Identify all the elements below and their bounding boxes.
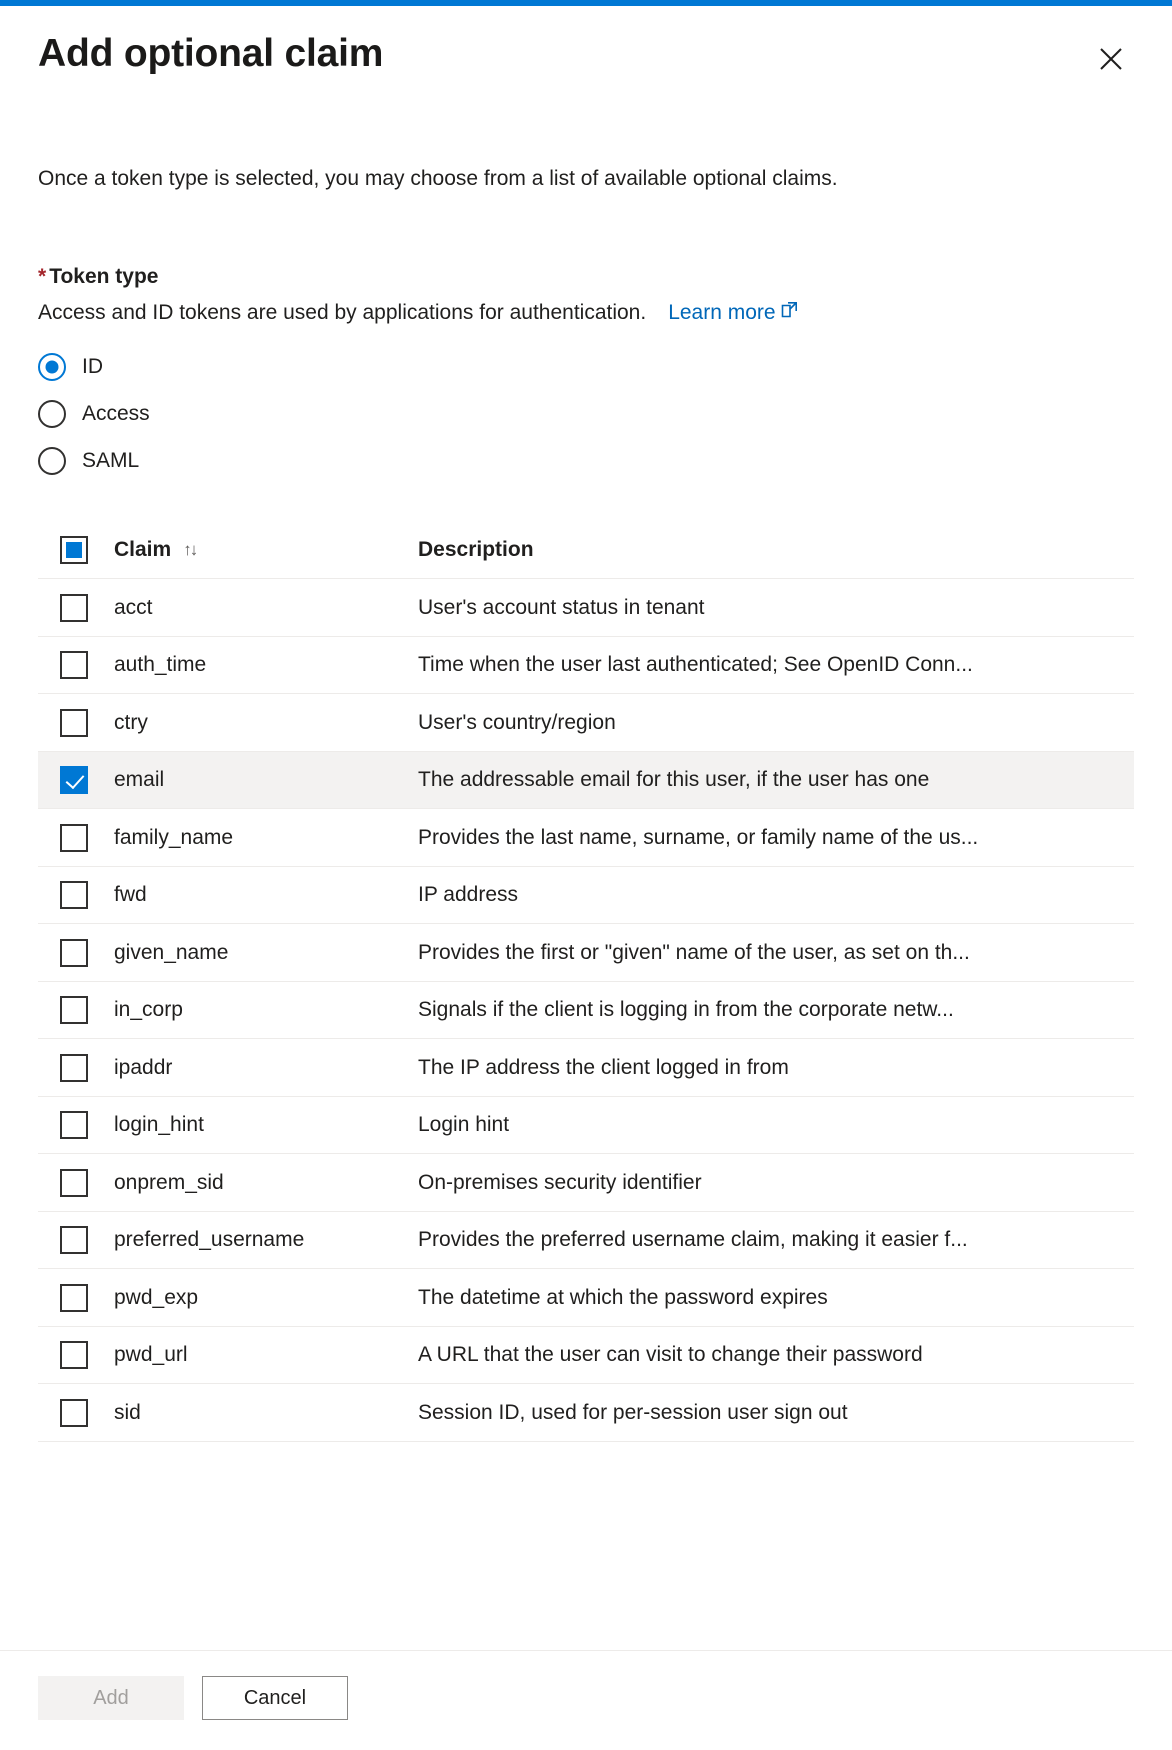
table-cell-claim: [38, 1111, 418, 1139]
claim-name: fwd: [114, 883, 147, 907]
table-cell-description: [418, 596, 1134, 620]
token-type-label: [38, 265, 1134, 289]
row-checkbox[interactable]: [60, 1111, 88, 1139]
claim-name: auth_time: [114, 653, 207, 677]
claim-description: Provides the first or "given" name of the user, as set on th...: [418, 940, 970, 964]
token-type-description: [38, 300, 1134, 325]
close-button[interactable]: [1088, 36, 1134, 82]
claim-name: email: [114, 768, 165, 792]
claim-description: The addressable email for this user, if the user has one: [418, 768, 930, 792]
close-icon: [1096, 44, 1126, 74]
table-cell-description: [418, 1401, 1134, 1425]
row-checkbox[interactable]: [60, 709, 88, 737]
table-row[interactable]: [38, 1039, 1134, 1097]
claim-name: acct: [114, 595, 153, 619]
table-cell-description: [418, 941, 1134, 965]
radio-mark-saml: [38, 447, 66, 475]
token-type-radio-group[interactable]: [38, 343, 1134, 484]
table-header-claim: [38, 536, 418, 564]
learn-more-link[interactable]: [668, 300, 798, 325]
table-row[interactable]: [38, 694, 1134, 752]
row-checkbox[interactable]: [60, 766, 88, 794]
radio-mark-id: [38, 353, 66, 381]
claim-description: Provides the preferred username claim, making it easier f...: [418, 1228, 968, 1252]
row-checkbox[interactable]: [60, 824, 88, 852]
table-row[interactable]: [38, 1327, 1134, 1385]
claim-name: family_name: [114, 825, 234, 849]
token-type-label-text: Token type: [49, 265, 159, 289]
claim-description: User's country/region: [418, 710, 616, 734]
row-checkbox[interactable]: [60, 1399, 88, 1427]
row-checkbox[interactable]: [60, 939, 88, 967]
table-cell-claim: [38, 1226, 418, 1254]
claim-name: pwd_exp: [114, 1285, 199, 1309]
table-row[interactable]: [38, 867, 1134, 925]
table-cell-claim: [38, 1284, 418, 1312]
dialog-body: [0, 82, 1172, 1650]
table-cell-description: [418, 883, 1134, 907]
table-row[interactable]: [38, 637, 1134, 695]
select-all-checkbox[interactable]: [60, 536, 88, 564]
table-row[interactable]: [38, 982, 1134, 1040]
claim-description: Provides the last name, surname, or family name of the us...: [418, 825, 979, 849]
dialog-header: [0, 6, 1172, 82]
table-row[interactable]: [38, 1154, 1134, 1212]
table-cell-claim: [38, 996, 418, 1024]
table-cell-claim: [38, 939, 418, 967]
claim-name: pwd_url: [114, 1343, 188, 1367]
table-cell-claim: [38, 766, 418, 794]
row-checkbox[interactable]: [60, 1169, 88, 1197]
intro-text: Once a token type is selected, you may choose from a list of available optional claims.: [38, 167, 838, 190]
table-cell-claim: [38, 824, 418, 852]
table-header-row: [38, 521, 1134, 579]
radio-label-id: ID: [82, 354, 103, 378]
radio-option-access[interactable]: [38, 390, 1134, 437]
page-title: Add optional claim: [38, 32, 384, 75]
claim-description: User's account status in tenant: [418, 595, 705, 619]
table-row[interactable]: [38, 1212, 1134, 1270]
table-cell-claim: [38, 1054, 418, 1082]
table-row[interactable]: [38, 752, 1134, 810]
claim-name: sid: [114, 1400, 141, 1424]
radio-label-saml: SAML: [82, 448, 140, 472]
table-cell-description: [418, 653, 1134, 677]
claim-description: On-premises security identifier: [418, 1170, 702, 1194]
radio-option-id[interactable]: [38, 343, 1134, 390]
table-row[interactable]: [38, 1384, 1134, 1442]
table-cell-description: [418, 1171, 1134, 1195]
table-cell-claim: [38, 651, 418, 679]
table-cell-description: [418, 1228, 1134, 1252]
claim-description: A URL that the user can visit to change their password: [418, 1343, 923, 1367]
row-checkbox[interactable]: [60, 1284, 88, 1312]
add-button[interactable]: Add: [38, 1676, 184, 1720]
table-cell-description: [418, 826, 1134, 850]
table-body: [38, 579, 1134, 1442]
column-header-claim-label: Claim: [114, 537, 172, 561]
claim-name: login_hint: [114, 1113, 204, 1137]
table-cell-claim: [38, 881, 418, 909]
table-cell-description: [418, 998, 1134, 1022]
claim-description: Time when the user last authenticated; See OpenID Conn...: [418, 653, 973, 677]
claim-name: onprem_sid: [114, 1170, 224, 1194]
claim-name: preferred_username: [114, 1228, 305, 1252]
claim-description: The IP address the client logged in from: [418, 1055, 789, 1079]
claim-description: The datetime at which the password expires: [418, 1285, 828, 1309]
row-checkbox[interactable]: [60, 594, 88, 622]
claim-description: Login hint: [418, 1113, 510, 1137]
column-header-description-label: Description: [418, 537, 534, 561]
cancel-button[interactable]: Cancel: [202, 1676, 348, 1720]
required-indicator: *: [38, 265, 47, 289]
table-cell-claim: [38, 594, 418, 622]
table-cell-description: [418, 1343, 1134, 1367]
claim-name: given_name: [114, 940, 229, 964]
table-cell-description: [418, 711, 1134, 735]
claim-description: IP address: [418, 883, 519, 907]
table-row[interactable]: [38, 1269, 1134, 1327]
learn-more-label: Learn more: [668, 300, 776, 324]
claim-name: ipaddr: [114, 1055, 173, 1079]
claim-name: in_corp: [114, 998, 183, 1022]
table-cell-description: [418, 1113, 1134, 1137]
row-checkbox[interactable]: [60, 1054, 88, 1082]
row-checkbox[interactable]: [60, 651, 88, 679]
radio-mark-access: [38, 400, 66, 428]
table-cell-claim: [38, 709, 418, 737]
radio-label-access: Access: [82, 401, 150, 425]
table-cell-description: [418, 1056, 1134, 1080]
row-checkbox[interactable]: [60, 996, 88, 1024]
sort-ascending-descending-icon[interactable]: ↑↓: [183, 539, 197, 559]
table-cell-claim: [38, 1399, 418, 1427]
table-cell-claim: [38, 1169, 418, 1197]
table-cell-description: [418, 768, 1134, 792]
table-row[interactable]: [38, 924, 1134, 982]
table-row[interactable]: [38, 579, 1134, 637]
external-link-icon: [780, 300, 799, 325]
table-row[interactable]: [38, 1097, 1134, 1155]
row-checkbox[interactable]: [60, 1226, 88, 1254]
table-row[interactable]: [38, 809, 1134, 867]
dialog-footer: [0, 1650, 1172, 1750]
claim-description: Session ID, used for per-session user sign out: [418, 1400, 848, 1424]
table-cell-description: [418, 1286, 1134, 1310]
token-type-description-text: Access and ID tokens are used by applications for authentication.: [38, 300, 647, 324]
claims-table: [38, 521, 1134, 1650]
claim-name: ctry: [114, 710, 148, 734]
table-header-description: [418, 538, 1134, 562]
radio-option-saml[interactable]: [38, 437, 1134, 484]
table-cell-claim: [38, 1341, 418, 1369]
row-checkbox[interactable]: [60, 881, 88, 909]
claim-description: Signals if the client is logging in from the corporate netw...: [418, 998, 954, 1022]
row-checkbox[interactable]: [60, 1341, 88, 1369]
